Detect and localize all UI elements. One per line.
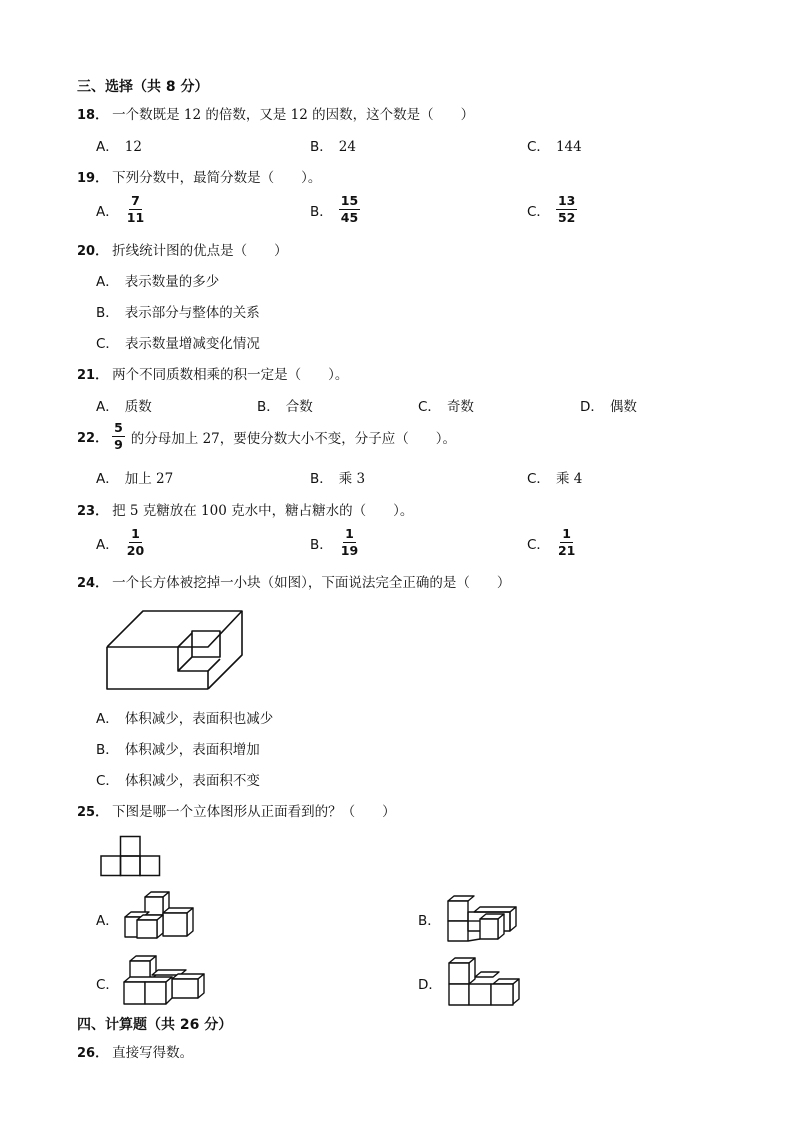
fraction: $\frac{1}{21}$ xyxy=(557,526,576,558)
fraction: $\frac{1}{19}$ xyxy=(340,526,359,558)
option-18-a[interactable]: A． 12 xyxy=(96,139,142,155)
question-text: 一个数既是 12 的倍数，又是 12 的因数，这个数是（ ） xyxy=(112,107,475,123)
option-18-c[interactable]: C． 144 xyxy=(527,139,582,155)
section-title-choice: 三、选择（共 8 分） xyxy=(77,79,209,95)
fraction: $\frac{13}{52}$ xyxy=(557,193,576,225)
fraction: $\frac{5}{9}$ xyxy=(114,420,123,452)
front-view-figure xyxy=(100,835,162,877)
question-26: 26． 直接写得数。 xyxy=(77,1045,194,1061)
option-20-b[interactable]: B． 表示部分与整体的关系 xyxy=(96,305,260,321)
option-19-b[interactable]: B． $\frac{15}{45}$ xyxy=(310,193,359,225)
option-25-a[interactable]: A． xyxy=(96,913,119,929)
option-22-b[interactable]: B． 乘 3 xyxy=(310,471,366,487)
option-21-c[interactable]: C． 奇数 xyxy=(418,399,474,415)
option-23-a[interactable]: A． $\frac{1}{20}$ xyxy=(96,526,145,558)
option-20-a[interactable]: A． 表示数量的多少 xyxy=(96,274,220,290)
option-24-b[interactable]: B． 体积减少，表面积增加 xyxy=(96,742,260,758)
question-22: 22． $\frac{5}{9}$ 的分母加上 27，要使分数大小不变，分子应（ ）。 xyxy=(77,420,457,452)
section-title-calculation: 四、计算题（共 26 分） xyxy=(77,1017,233,1033)
option-19-a[interactable]: A． $\frac{7}{11}$ xyxy=(96,193,145,225)
option-19-c[interactable]: C． $\frac{13}{52}$ xyxy=(527,193,576,225)
question-18 xyxy=(77,103,474,123)
cube-stack-c-figure[interactable] xyxy=(122,955,206,1007)
option-18-b[interactable]: B． 24 xyxy=(310,139,356,155)
option-20-c[interactable]: C． 表示数量增减变化情况 xyxy=(96,336,260,352)
option-24-a[interactable]: A． 体积减少，表面积也减少 xyxy=(96,711,274,727)
option-25-c[interactable]: C． xyxy=(96,977,119,993)
fraction: $\frac{1}{20}$ xyxy=(126,526,145,558)
question-number: 18． xyxy=(77,108,109,123)
option-22-a[interactable]: A． 加上 27 xyxy=(96,471,174,487)
cube-stack-a-figure[interactable] xyxy=(123,891,197,941)
question-19: 19． 下列分数中，最简分数是（ ）。 xyxy=(77,170,322,186)
question-24: 24． 一个长方体被挖掉一小块（如图），下面说法完全正确的是（ ） xyxy=(77,575,511,591)
fraction: $\frac{7}{11}$ xyxy=(126,193,145,225)
option-21-a[interactable]: A． 质数 xyxy=(96,399,152,415)
option-21-b[interactable]: B． 合数 xyxy=(257,399,313,415)
option-23-c[interactable]: C． $\frac{1}{21}$ xyxy=(527,526,576,558)
cube-stack-b-figure[interactable] xyxy=(446,894,520,942)
option-23-b[interactable]: B． $\frac{1}{19}$ xyxy=(310,526,359,558)
question-23: 23． 把 5 克糖放在 100 克水中，糖占糖水的（ ）。 xyxy=(77,503,414,519)
cuboid-with-notch-figure xyxy=(105,607,245,691)
question-25: 25． 下图是哪一个立体图形从正面看到的？（ ） xyxy=(77,804,396,820)
option-24-c[interactable]: C． 体积减少，表面积不变 xyxy=(96,773,260,789)
option-22-c[interactable]: C． 乘 4 xyxy=(527,471,583,487)
option-25-b[interactable]: B． xyxy=(418,913,441,929)
question-20: 20． 折线统计图的优点是（ ） xyxy=(77,243,288,259)
option-25-d[interactable]: D． xyxy=(418,977,442,993)
fraction: $\frac{15}{45}$ xyxy=(340,193,359,225)
option-21-d[interactable]: D． 偶数 xyxy=(580,399,637,415)
question-21: 21． 两个不同质数相乘的积一定是（ ）。 xyxy=(77,367,349,383)
cube-stack-d-figure[interactable] xyxy=(447,955,523,1007)
